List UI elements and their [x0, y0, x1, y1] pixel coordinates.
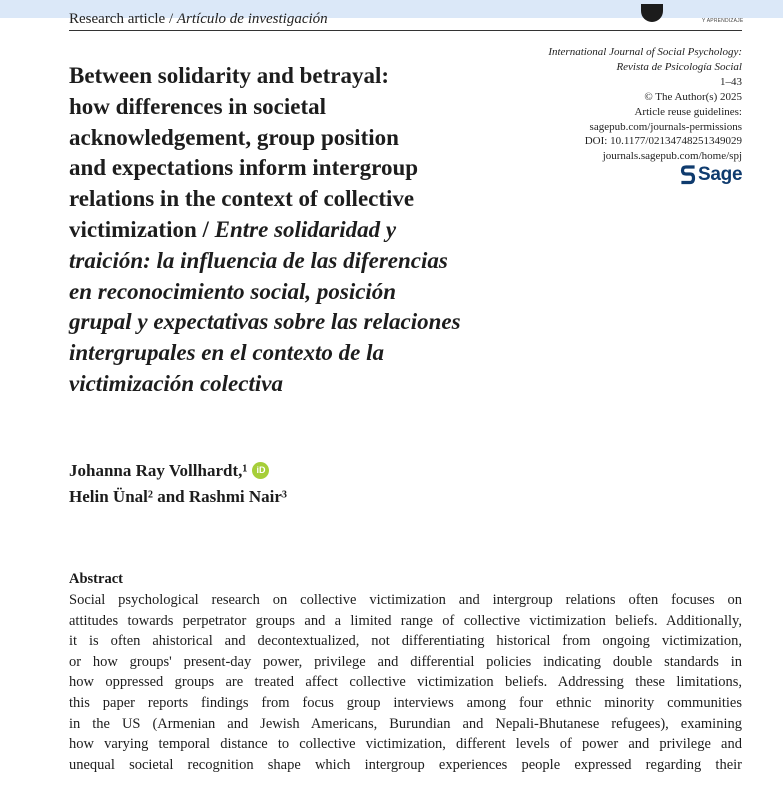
title-line: grupal y expectativas sobre las relaciones [69, 309, 461, 335]
title-line: how differences in societal [69, 93, 327, 119]
article-title [69, 61, 559, 400]
copyright: © The Author(s) 2025 [644, 90, 742, 103]
header-rule [69, 30, 742, 31]
author-line: Johanna Ray Vollhardt,¹ iD [69, 458, 287, 484]
title-line: victimization / Entre solidaridad y [69, 216, 397, 242]
journal-link[interactable]: journals.sagepub.com/home/spj [602, 150, 742, 163]
sage-logo [681, 163, 742, 187]
title-line: Between solidarity and betrayal: [69, 63, 390, 88]
abstract-line: unequal societal recognition shape which intergroup experiences people expressed regarding their [69, 756, 742, 773]
reuse-label: Article reuse guidelines: [634, 105, 742, 118]
logo-caption: Y APRENDIZAJE [702, 18, 744, 24]
section-label-en: Research article [69, 11, 166, 27]
section-separator: / [165, 11, 177, 27]
sage-wordmark: Sage [698, 164, 743, 185]
abstract-line: how oppressed groups are treated affect collective victimization beliefs. Addressing these limitations, [69, 674, 742, 691]
running-header [69, 4, 489, 27]
abstract-line: this paper reports findings from focus group interviews among four ethnic minority communities [69, 694, 742, 711]
author-list [69, 458, 287, 510]
abstract-line: Social psychological research on collective victimization and intergroup relations often focuses on [69, 592, 742, 608]
title-line: relations in the context of collective [69, 186, 415, 212]
journal-title-es: Revista de Psicología Social [616, 60, 742, 73]
orcid-icon[interactable]: iD [252, 462, 269, 479]
abstract-heading: Abstract [69, 571, 123, 587]
author-line: Helin Ünal² and Rashmi Nair³ [69, 487, 288, 506]
reuse-link[interactable]: sagepub.com/journals-permissions [589, 120, 742, 133]
abstract-line: it is often ahistorical and decontextualized, not differentiating historical from ongoing victimization, [69, 633, 742, 650]
doi-link[interactable]: DOI: 10.1177/02134748251349029 [584, 135, 742, 148]
abstract-line: how varying temporal distance to collective victimization, different levels of power and privilege and [69, 736, 742, 753]
title-line: victimización colectiva [69, 370, 283, 396]
abstract-body [69, 590, 742, 775]
journal-title-en: International Journal of Social Psychology: [548, 46, 742, 58]
abstract-line: in the US (Armenian and Jewish Americans, Burundian and Nepali-Bhutanese refugees), examining [69, 715, 742, 732]
section-label-es: Artículo de investigación [176, 11, 328, 27]
sage-s-icon [681, 164, 695, 186]
title-line: intergrupales en el contexto de la [69, 340, 384, 366]
title-line: acknowledgement, group position [69, 124, 399, 150]
journal-logo-icon [641, 4, 663, 22]
title-line: traición: la influencia de las diferencias [69, 247, 448, 273]
page-range: 1–43 [720, 75, 742, 88]
title-line: en reconocimiento social, posición [69, 278, 397, 304]
abstract-line: or how groups' present-day power, privilege and differential policies indicating double standards in [69, 653, 742, 670]
abstract-line: attitudes towards perpetrator groups and a limited range of collective victimization beliefs. Additionally, [69, 612, 742, 629]
title-line: and expectations inform intergroup [69, 155, 419, 181]
